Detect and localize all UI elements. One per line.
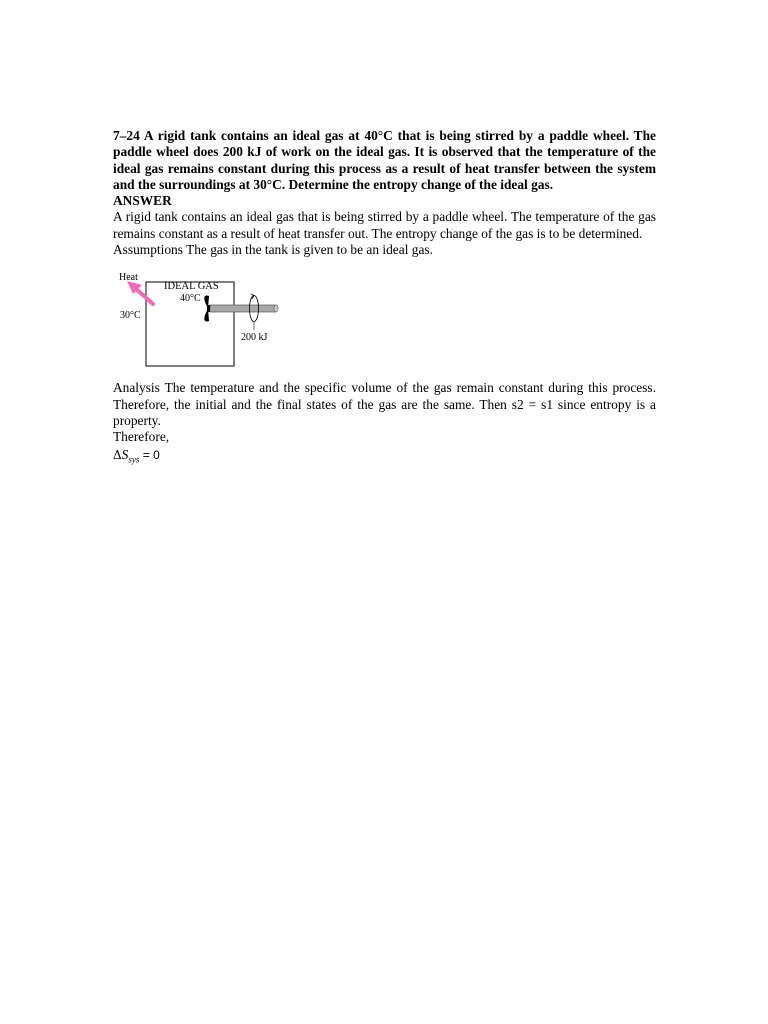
answer-heading: ANSWER <box>113 193 172 209</box>
formula-symbol: S <box>121 446 129 462</box>
work-label: 200 kJ <box>241 332 268 344</box>
assumptions-paragraph: Assumptions The gas in the tank is given to be an ideal gas. <box>113 242 433 258</box>
paddle-icon <box>204 296 210 322</box>
gas-temperature: 40°C <box>180 293 201 305</box>
heat-arrow-icon <box>127 281 153 304</box>
surroundings-temperature: 30°C <box>120 310 141 322</box>
heat-label: Heat <box>119 272 138 284</box>
formula-equals: = 0 <box>142 447 160 462</box>
answer-intro: A rigid tank contains an ideal gas that is being stirred by a paddle wheel. The temperature of the gas remains constant as a result of heat transfer out. The entropy change of the gas is to be determined. <box>113 209 656 241</box>
formula-delta: Δ <box>113 447 122 462</box>
document-page <box>113 128 656 468</box>
therefore-line: Therefore, <box>113 429 170 445</box>
tank-figure <box>113 272 656 370</box>
formula-subscript: sys <box>128 454 140 465</box>
problem-statement: 7–24 A rigid tank contains an ideal gas at 40°C that is being stirred by a paddle wheel. The paddle wheel does 200 kJ of work on the ideal gas. It is observed that the temperature of the ideal gas remains constant during this process as a result of heat transfer between the system and the surroundings at 30°C. Determine the entropy change of the ideal gas. <box>113 128 656 192</box>
paddle-shaft <box>210 305 276 312</box>
entropy-formula <box>113 446 656 469</box>
gas-label: IDEAL GAS <box>164 281 219 293</box>
analysis-paragraph: Analysis The temperature and the specific volume of the gas remain constant during this process. Therefore, the initial and the final states of the gas are the same. Then s2 = s1 since entropy is a property. <box>113 380 656 428</box>
